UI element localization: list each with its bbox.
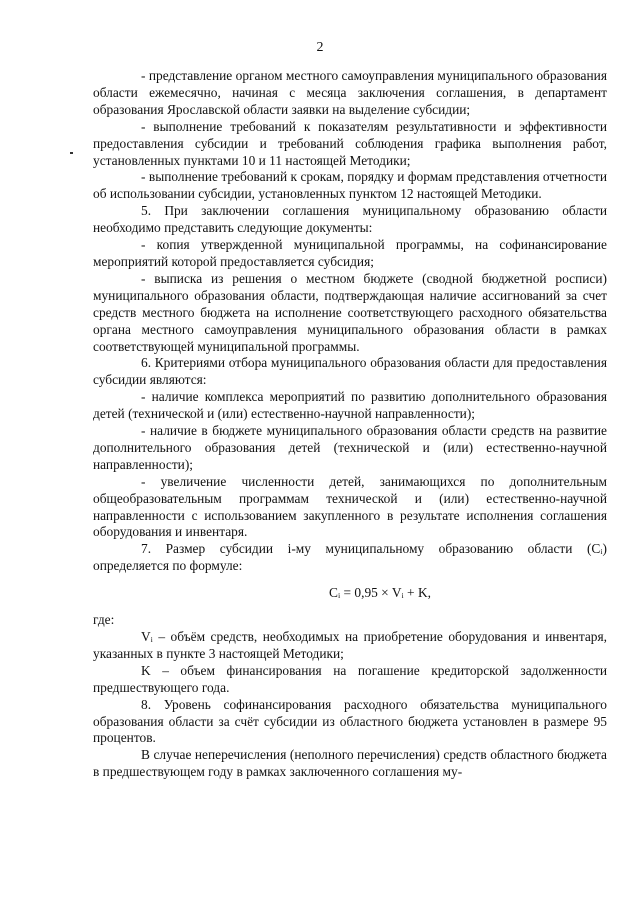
paragraph: 8. Уровень софинансирования расходного обязательства муниципального образования области за счёт субсидии из областного бюджета установлен в размере 95 процентов.	[93, 696, 607, 746]
paragraph: - представление органом местного самоуправления муниципального образования области ежемесячно, начиная с месяца заключения соглашения, в департамент образования Ярославской области заявки на выделение субсидии;	[93, 68, 607, 117]
paragraph: - наличие в бюджете муниципального образования области средств на развитие дополнительного образования детей (технической и (или) естественно-научной направленности);	[93, 423, 607, 472]
paragraph: - выполнение требований к показателям результативности и эффективности предоставления субсидии и требований соблюдения графика выполнения работ, установленных пунктами 10 и 11 настоящей Методики;	[93, 118, 607, 168]
paragraph: Vᵢ – объём средств, необходимых на приобретение оборудования и инвентаря, указанных в пункте 3 настоящей Методики;	[93, 629, 607, 661]
where-label: где:	[93, 612, 115, 628]
paragraph: 6. Критериями отбора муниципального образования области для предоставления субсидии являются:	[93, 355, 607, 388]
paragraph: - наличие комплекса мероприятий по развитию дополнительного образования детей (технической и (или) естественно-научной направленности);	[93, 389, 607, 422]
page-number: 2	[316, 40, 324, 55]
paragraph: 7. Размер субсидии i-му муниципальному образованию области (Cᵢ) определяется по формуле:	[93, 541, 607, 574]
formula: Cᵢ = 0,95 × Vᵢ + K,	[329, 585, 431, 601]
document-body	[93, 68, 607, 781]
paragraph: - выписка из решения о местном бюджете (сводной бюджетной росписи) муниципального образования области, подтверждающая наличие ассигнований за счет средств местного бюджета на исполнение соответствующего расходного обязательства органа местного самоуправления муниципального образования области в рамках соответствующей муниципальной программы.	[93, 270, 607, 354]
margin-mark	[70, 152, 73, 154]
paragraph: - увеличение численности детей, занимающихся по дополнительным общеобразовательным программам технической и (или) естественно-научной направленности с использованием закупленного в результате исполнения соглашения оборудования и инвентаря.	[93, 473, 607, 540]
paragraph: - выполнение требований к срокам, порядку и формам представления отчетности об использовании субсидии, установленных пунктом 12 настоящей Методики.	[93, 169, 607, 202]
paragraph: - копия утвержденной муниципальной программы, на софинансирование мероприятий которой предоставляется субсидия;	[93, 237, 607, 269]
paragraph: K – объем финансирования на погашение кредиторской задолженности предшествующего года.	[93, 662, 607, 695]
paragraph: В случае неперечисления (неполного перечисления) средств областного бюджета в предшествующем году в рамках заключенного соглашения му-	[93, 747, 607, 780]
paragraph: 5. При заключении соглашения муниципальному образованию области необходимо представить следующие документы:	[93, 203, 607, 236]
